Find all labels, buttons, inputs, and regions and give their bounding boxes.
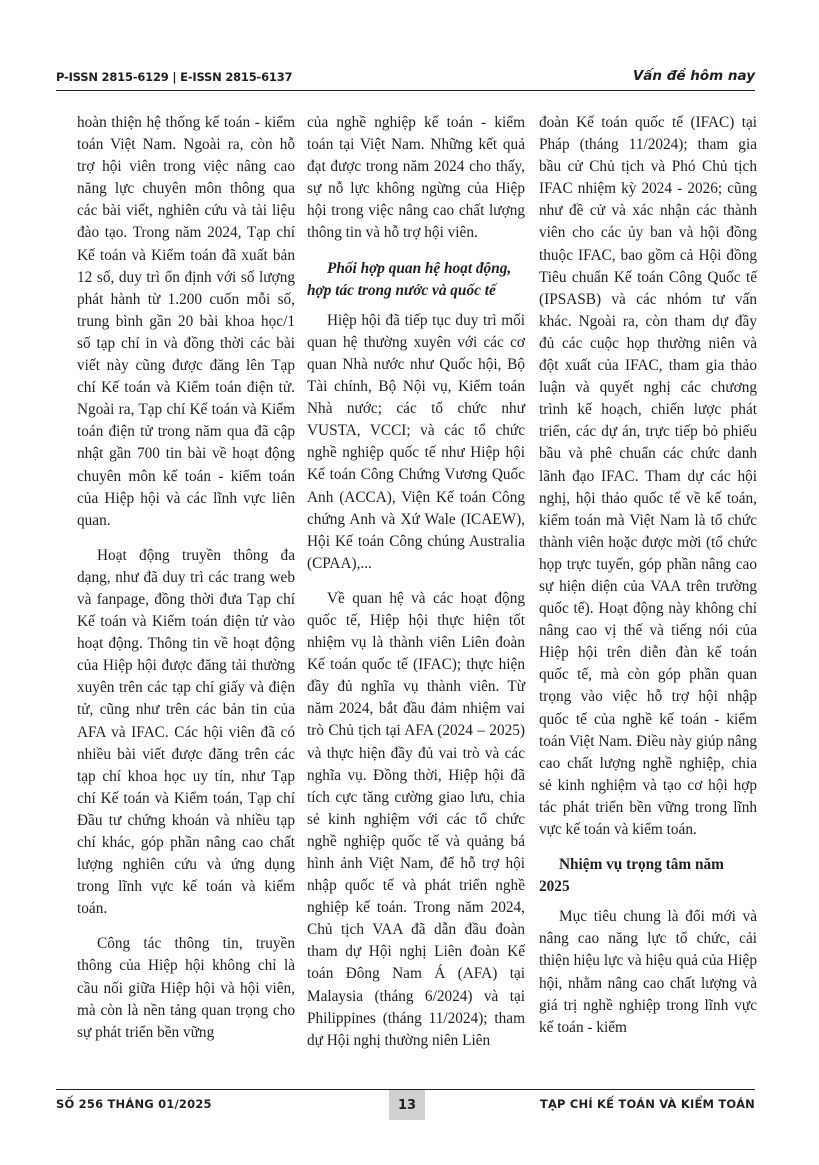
paragraph: Hoạt động truyền thông đa dạng, như đã duy trì các trang web và fanpage, đồng thời đưa Tạp chí Kế toán và Kiểm toán điện tử vào hoạt động. Thông tin về hoạt động của Hiệp hội được đăng tải thường xuyên trên các tạp chí giấy và điện tử, cũng như trên các bản tin của AFA và IFAC. Các hội viên đã có nhiều bài viết được đăng trên các tạp chí khoa học uy tín, như Tạp chí Kế toán và Kiểm toán, Tạp chí Đầu tư chứng khoán và nhiều tạp chí khác, góp phần nâng cao chất lượng nghiên cứu và ứng dụng trong lĩnh vực kế toán và kiểm toán. (77, 546, 295, 918)
issue-label: SỐ 256 THÁNG 01/2025 (56, 1097, 212, 1111)
column-2 (307, 112, 525, 1065)
page-number: 13 (389, 1090, 425, 1120)
paragraph: hoàn thiện hệ thống kế toán - kiểm toán Việt Nam. Ngoài ra, còn hỗ trợ hội viên trong việc nâng cao năng lực chuyên môn thông qua các bài viết, nghiên cứu và tài liệu đào tạo. Trong năm 2024, Tạp chí Kế toán và Kiểm toán đã xuất bản 12 số, duy trì ổn định với số lượng phát hành từ 1.200 cuốn mỗi số, trung bình gần 20 bài khoa học/1 số tạp chí in và đồng thời các bài viết này cũng được đăng lên Tạp chí Kế toán và Kiểm toán điện tử. Ngoài ra, Tạp chí Kế toán và Kiểm toán điện tử trong năm qua đã cập nhật gần 700 tin bài về hoạt động chuyên môn kế toán - kiểm toán của Hiệp hội và các lĩnh vực liên quan. (77, 114, 295, 529)
section-subheading: Phối hợp quan hệ hoạt động, hợp tác trong nước và quốc tế (307, 259, 512, 299)
paragraph: đoàn Kế toán quốc tế (IFAC) tại Pháp (tháng 11/2024); tham gia bầu cử Chủ tịch và Phó Chủ tịch IFAC nhiệm kỳ 2024 - 2026; cũng như đề cử và xác nhận các thành viên cho các ủy ban và hội đồng thuộc IFAC, bao gồm cả Hội đồng Tiêu chuẩn Kế toán Công Quốc tế (IPSASB) và các nhóm tư vấn khác. Ngoài ra, còn tham dự đầy đủ các cuộc họp thường niên và đột xuất của IFAC, tham gia thảo luận và quyết nghị các chương trình kế hoạch, chiến lược phát triển, các dự án, trực tiếp bỏ phiếu bầu và phê chuẩn các chức danh lãnh đạo IFAC. Tham dự các hội nghị, hội thảo quốc tế về kế toán, kiểm toán mà Việt Nam là tổ chức thành viên hoặc được mời (tổ chức họp trực tuyến, góp phần nâng cao sự hiện diện của VAA trên trường quốc tế). Hoạt động này không chỉ nâng cao vị thế và tiếng nói của Hiệp hội trên diễn đàn kế toán quốc tế, mà còn góp phần quan trọng vào việc hỗ trợ hội nhập quốc tế của nghề kế toán - kiểm toán Việt Nam. Điều này giúp nâng cao chất lượng nghề nghiệp, chia sẻ kinh nghiệm và tạo cơ hội hợp tác phát triển bền vững trong lĩnh vực kế toán và kiểm toán. (539, 114, 757, 838)
paragraph: Công tác thông tin, truyền thông của Hiệp hội không chỉ là cầu nối giữa Hiệp hội và hội viên, mà còn là nền tảng quan trọng cho sự phát triển bền vững (77, 935, 295, 1041)
paragraph: Hiệp hội đã tiếp tục duy trì mối quan hệ thường xuyên với các cơ quan Nhà nước như Quốc hội, Bộ Tài chính, Bộ Nội vụ, Kiểm toán Nhà nước; các tổ chức như VUSTA, VCCI; và các tổ chức nghề nghiệp quốc tế như Hiệp hội Kế toán Công Chứng Vương Quốc Anh (ACCA), Viện Kế toán Công chứng Anh và Xứ Wale (ICAEW), Hội Kế toán Công chúng Australia (CPAA),... (307, 311, 525, 572)
column-1 (77, 112, 295, 1057)
header-divider (56, 90, 755, 91)
paragraph: Mục tiêu chung là đổi mới và nâng cao năng lực tổ chức, cải thiện hiệu lực và hiệu quả của Hiệp hội, nhằm nâng cao chất lượng và giá trị nghề nghiệp trong lĩnh vực kế toán - kiểm (539, 908, 757, 1036)
paragraph: của nghề nghiệp kế toán - kiểm toán tại Việt Nam. Những kết quả đạt được trong năm 2024 cho thấy, sự nỗ lực không ngừng của Hiệp hội trong việc nâng cao chất lượng thông tin và hỗ trợ hội viên. (307, 114, 525, 242)
section-heading: Nhiệm vụ trọng tâm năm 2025 (539, 856, 724, 896)
issn-label: P-ISSN 2815-6129 | E-ISSN 2815-6137 (56, 70, 293, 84)
journal-name: TẠP CHÍ KẾ TOÁN VÀ KIỂM TOÁN (539, 1097, 755, 1111)
paragraph: Về quan hệ và các hoạt động quốc tế, Hiệp hội thực hiện tốt nhiệm vụ là thành viên Liên đoàn Kế toán quốc tế (IFAC); thực hiện đầy đủ nghĩa vụ thành viên. Từ năm 2024, bắt đầu đảm nhiệm vai trò Chủ tịch tại AFA (2024 – 2025) và thực hiện đầy đủ vai trò và các nghĩa vụ. Đồng thời, Hiệp hội đã tích cực tăng cường giao lưu, chia sẻ kinh nghiệm với các tổ chức nghề nghiệp quốc tế và quảng bá hình ảnh Việt Nam, để hỗ trợ hội nhập quốc tế và phát triển nghề nghiệp kế toán. Trong năm 2024, Chủ tịch VAA đã dẫn đầu đoàn tham dự Hội nghị Liên đoàn Kế toán Đông Nam Á (AFA) tại Malaysia (tháng 6/2024) và tại Philippines (tháng 11/2024); tham dự Hội nghị thường niên Liên (307, 589, 525, 1049)
column-3 (539, 112, 757, 1052)
section-title: Vấn đề hôm nay (632, 68, 755, 84)
